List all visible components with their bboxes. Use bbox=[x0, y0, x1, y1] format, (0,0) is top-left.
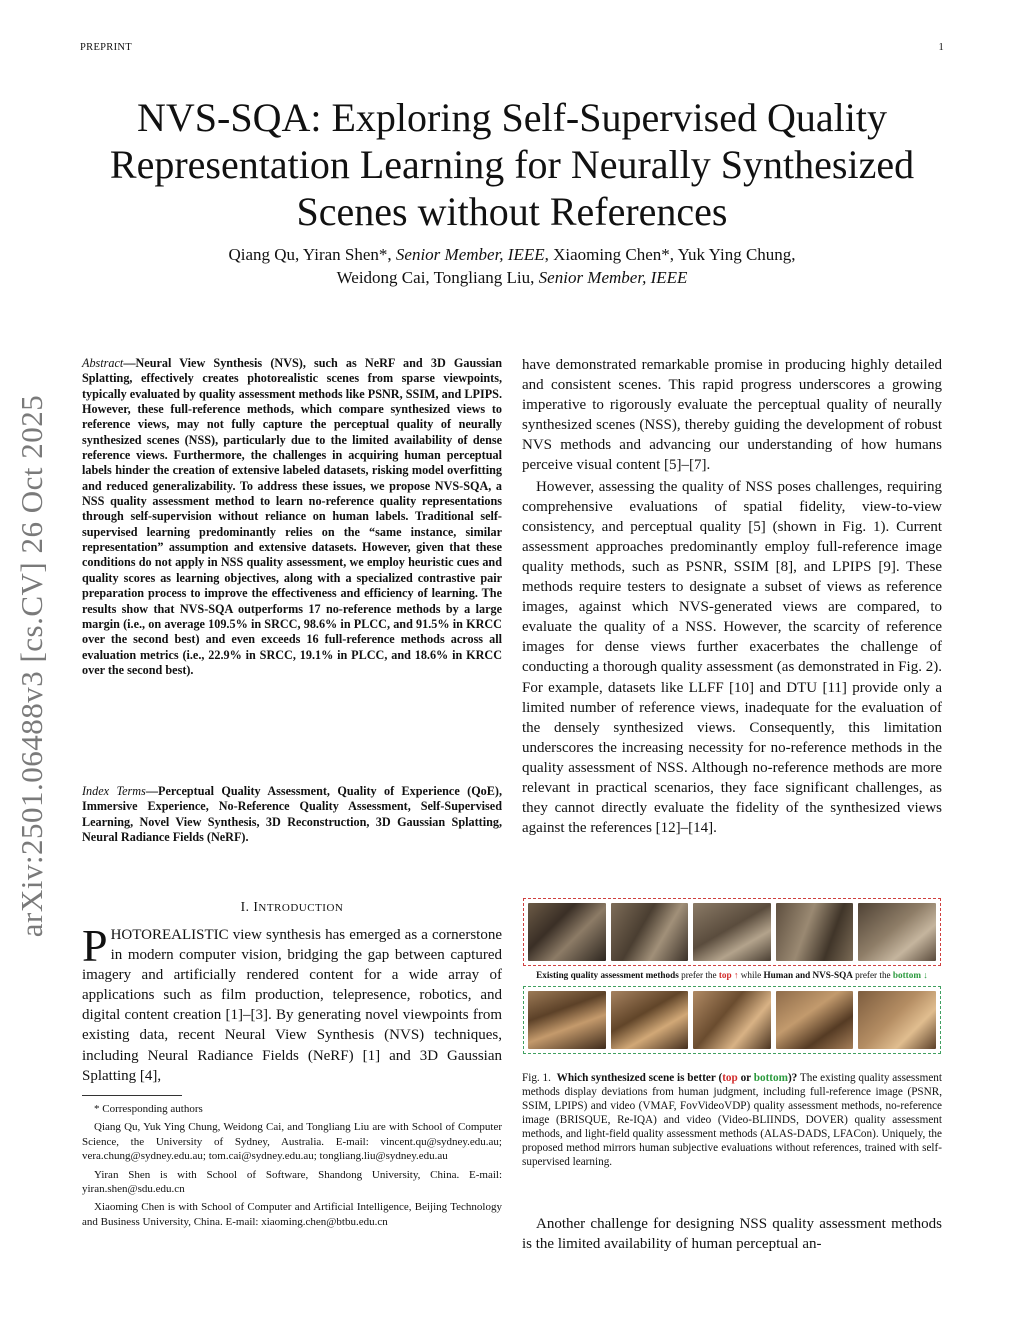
right-column-text bbox=[522, 355, 942, 838]
intro-paragraph: PHOTOREALISTIC view synthesis has emerged as a cornerstone in modern computer vision, bridging the gap between captured imagery and artificially rendered content for a wide array of applications such as film production, telepresence, robotics, and digital content creation [1]–[3]. By generating novel viewpoints from existing data, recent Neural View Synthesis (NVS) techniques, including Neural Radiance Fields (NeRF) [1] and 3D Gaussian Splatting [4], bbox=[82, 920, 502, 1084]
top-scene-strip bbox=[523, 898, 941, 966]
scene-thumbnail bbox=[858, 991, 936, 1049]
bottom-scene-strip bbox=[523, 986, 941, 1054]
scene-thumbnail bbox=[528, 991, 606, 1049]
scene-thumbnail bbox=[528, 903, 606, 961]
index-terms bbox=[82, 784, 502, 845]
author-list bbox=[100, 243, 924, 289]
footnote: Qiang Qu, Yuk Ying Chung, Weidong Cai, and Tongliang Liu are with School of Computer Science, the University of Sydney, Australia. E-mail: vincent.qu@sydney.edu.au; vera.chung@sydney.edu.au; tom.cai@sydney.edu.au; tongliang.liu@sydney.edu.au bbox=[82, 1121, 502, 1163]
scene-thumbnail bbox=[611, 903, 689, 961]
paper-title: NVS-SQA: Exploring Self-Supervised Quality Representation Learning for Neurally Synthesized Scenes without References bbox=[109, 95, 915, 234]
paragraph: have demonstrated remarkable promise in producing highly detailed and consistent scenes. This rapid progress underscores a growing imperative to rigorously evaluate the perceptual quality of neurally synthesized scenes (NSS), thereby guiding the development of robust NVS methods and advancing our understanding of how humans perceive visual content [5]–[7]. bbox=[522, 357, 942, 474]
author-line-2: Weidong Cai, Tongliang Liu, Senior Member, IEEE bbox=[336, 268, 688, 287]
paragraph: Another challenge for designing NSS quality assessment methods is the limited availability of human perceptual an- bbox=[522, 1216, 942, 1253]
index-terms-label: Index Terms bbox=[82, 784, 146, 798]
page-number: 1 bbox=[938, 42, 944, 53]
running-header: PREPRINT bbox=[80, 42, 132, 53]
footnotes bbox=[82, 1102, 502, 1233]
scene-thumbnail bbox=[858, 903, 936, 961]
scene-thumbnail bbox=[611, 991, 689, 1049]
scene-thumbnail bbox=[693, 991, 771, 1049]
section-heading: I. INTRODUCTION bbox=[240, 899, 344, 914]
abstract-label: Abstract bbox=[82, 356, 124, 370]
figure-caption: Fig. 1. Which synthesized scene is better (top or bottom)? The existing quality assessment methods display deviations from human judgment, including full-reference image (PSNR, SSIM, LPIPS) and video (VMAF, FovVideoVDP) quality assessment methods, no-reference image (BRISQUE, Re-IQA) and video (Video-BLIINDS, DOVER) quality assessment methods, and light-field quality assessment methods (ALAS-DADS, LFACon). Uniquely, the proposed method mirrors human subjective evaluations without references, trained with self-supervised learning. bbox=[522, 1072, 943, 1168]
paragraph: However, assessing the quality of NSS poses challenges, requiring comprehensive evaluations of spatial fidelity, view-to-view consistency, and perceptual quality [5] (shown in Fig. 1). Current assessment approaches predominantly employ full-reference image quality methods, such as PSNR, SSIM [8], and LPIPS [9]. These methods require testers to designate a subset of views as reference images, against which NVS-generated views are compared, to evaluate the quality of a NSS. However, the scarcity of reference images for dense views further exacerbates the challenge of conducting a thorough quality assessment (as demonstrated in Fig. 2). For example, datasets like LLFF [10] and DTU [11] provide only a limited number of reference views, inadequate for the evaluation of the densely synthesized views. Consequently, this limitation underscores the increasing necessity for no-reference methods in the quality assessment of NSS. Although no-reference methods are more relevant in practical scenarios, they face significant challenges, as they cannot directly evaluate the fidelity of the synthesized views against the references [12]–[14]. bbox=[522, 478, 942, 837]
footnote: * Corresponding authors bbox=[94, 1103, 203, 1115]
footnote: Yiran Shen is with School of Software, Shandong University, China. E-mail: yiran.shen@sdu.edu.cn bbox=[82, 1168, 502, 1196]
drop-cap: P bbox=[82, 920, 108, 971]
figure-annotation: Existing quality assessment methods prefer the top ↑ while Human and NVS-SQA prefer the bottom ↓ bbox=[536, 970, 928, 980]
figure-1 bbox=[523, 898, 943, 1056]
index-terms-text: —Perceptual Quality Assessment, Quality of Experience (QoE), Immersive Experience, No-Reference Quality Assessment, Self-Supervised Learning, Novel View Synthesis, 3D Reconstruction, 3D Gaussian Splatting, Neural Radiance Fields (NeRF). bbox=[82, 784, 502, 845]
abstract bbox=[82, 356, 502, 678]
abstract-text: —Neural View Synthesis (NVS), such as NeRF and 3D Gaussian Splatting, effectively creates photorealistic scenes from sparse viewpoints, typically evaluated by quality assessment methods like PSNR, SSIM, and LPIPS. However, these full-reference methods, which compare synthesized views to reference views, may not fully capture the perceptual quality of neurally synthesized scenes (NSS), particularly due to the limited availability of dense reference views. Furthermore, the challenges in acquiring human perceptual labels hinder the creation of extensive labeled datasets, risking model overfitting and reduced generalizability. To address these issues, we propose NVS-SQA, a NSS quality assessment method to learn no-reference quality representations through self-supervision without reliance on human labels. Traditional self-supervised learning predominantly relies on the “same instance, similar representation” assumption and extensive datasets. However, given that these conditions do not apply in NSS quality assessment, we employ heuristic cues and quality scores as learning objectives, along with a specialized contrastive pair preparation process to improve the effectiveness and efficiency of learning. The results show that NVS-SQA outperforms 17 no-reference methods by a large margin (i.e., on average 109.5% in SRCC, 98.6% in PLCC, and 91.5% in KRCC over the second best) and even exceeds 16 full-reference methods across all evaluation metrics (i.e., 22.9% in SRCC, 19.1% in PLCC, and 18.6% in KRCC over the second best). bbox=[82, 356, 502, 677]
scene-thumbnail bbox=[776, 991, 854, 1049]
footnote-rule bbox=[82, 1095, 182, 1096]
scene-thumbnail bbox=[693, 903, 771, 961]
author-line-1: Qiang Qu, Yiran Shen*, Senior Member, IEEE, Xiaoming Chen*, Yuk Ying Chung, bbox=[228, 245, 796, 264]
footnote: Xiaoming Chen is with School of Computer and Artificial Intelligence, Beijing Technology and Business University, China. E-mail: xiaoming.chen@btbu.edu.cn bbox=[82, 1201, 502, 1228]
scene-thumbnail bbox=[776, 903, 854, 961]
arxiv-stamp: arXiv:2501.06488v3 [cs.CV] 26 Oct 2025 bbox=[14, 394, 49, 938]
